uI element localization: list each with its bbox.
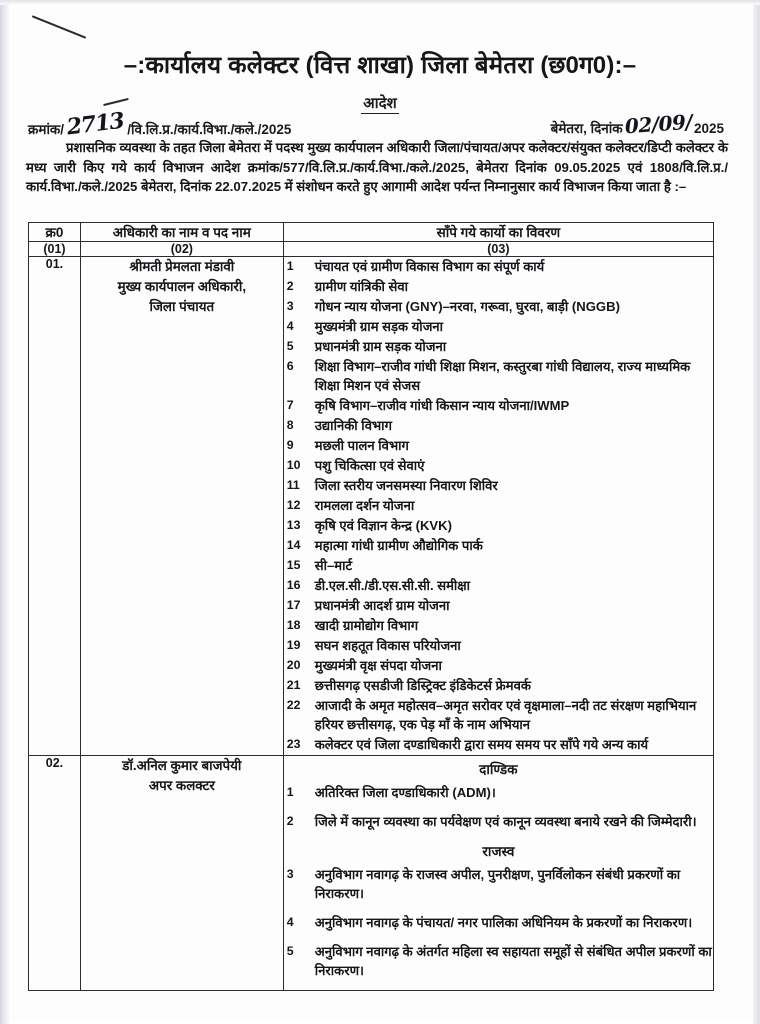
task-text: गोधन न्याय योजना (GNY)–नरवा, गरूवा, घुरवा, बाड़ी (NGGB) (314, 299, 620, 314)
task-text: अतिरिक्त जिला दण्डाधिकारी (ADM)। (314, 785, 496, 800)
date-year: 2025 (693, 121, 724, 136)
task-index: 1 (286, 785, 294, 799)
task-list-item (284, 357, 713, 395)
task-index: 8 (286, 418, 294, 432)
table-body (29, 257, 714, 991)
order-label-text: आदेश (363, 95, 397, 112)
task-text: कलेक्टर एवं जिला दण्डाधिकारी द्वारा समय समय पर साँपे गये अन्य कार्य (314, 737, 649, 752)
task-text: सी–मार्ट (314, 558, 353, 573)
place-date-prefix: बेमेतरा, दिनांक (550, 121, 623, 136)
table-column-number-row (29, 242, 714, 257)
table-header-tasks: साँपे गये कार्यो का विवरण (283, 223, 713, 242)
task-text: डी.एल.सी./डी.एस.सी.सी. समीक्षा (314, 578, 471, 593)
task-text: सघन शहतूत विकास परियोजना (314, 638, 461, 653)
task-list-item (284, 783, 713, 802)
task-list-item (284, 676, 713, 695)
scan-edge-right (753, 0, 760, 1024)
task-list-item (284, 496, 713, 515)
task-list-item (284, 596, 713, 615)
task-list-item (284, 257, 713, 276)
task-list-item (284, 516, 713, 535)
task-list-item (284, 576, 713, 595)
task-list-item (284, 556, 713, 575)
task-index: 2 (286, 279, 294, 293)
task-list-item (284, 812, 713, 831)
officer-line: जिला पंचायत (149, 299, 215, 314)
task-list-item (284, 297, 713, 316)
work-allocation-table (28, 222, 714, 991)
task-group-subheading: राजस्व (482, 844, 515, 859)
table-row (29, 257, 714, 756)
officer-name-and-designation (80, 257, 283, 756)
table-header-officer: अधिकारी का नाम व पद नाम (80, 223, 283, 242)
task-list-item (284, 337, 713, 356)
place-date-block (550, 109, 724, 139)
task-text: प्रधानमंत्री आदर्श ग्राम योजना (314, 598, 450, 613)
task-index: 4 (286, 319, 294, 333)
column-number-02: (02) (80, 242, 283, 257)
task-text: जिला स्तरीय जनसमस्या निवारण शिविर (314, 478, 498, 493)
task-list-item (284, 735, 713, 754)
task-index: 11 (286, 478, 300, 492)
task-list (284, 865, 713, 980)
task-list-item (284, 396, 713, 415)
task-list (284, 257, 713, 754)
task-list-item (284, 277, 713, 296)
task-list-item (284, 456, 713, 475)
office-heading: –:कार्यालय कलेक्टर (वित्त शाखा) जिला बेमेतरा (छ0ग0):– (123, 52, 637, 79)
task-text: अनुविभाग नवागढ़ के पंचायत/ नगर पालिका अधिनियम के प्रकरणों का निराकरण। (314, 915, 693, 930)
task-index: 1 (286, 259, 294, 273)
task-text: मुख्यमंत्री ग्राम सड़क योजना (314, 319, 444, 334)
officer-line: अपर कलक्टर (148, 778, 215, 793)
task-index: 14 (286, 538, 301, 552)
task-list-item (284, 536, 713, 555)
task-index: 22 (286, 698, 301, 712)
officer-line: श्रीमती प्रेमलता मंडावी (129, 259, 235, 274)
task-index: 5 (286, 339, 294, 353)
task-index: 3 (286, 867, 294, 881)
task-list-item (284, 865, 713, 903)
task-text: अनुविभाग नवागढ़ के अंतर्गत महिला स्व सहायता समूहों से संबंधित अपील प्रकरणों का निराकरण। (314, 944, 712, 978)
task-text: ग्रामीण यांत्रिकी सेवा (314, 279, 409, 294)
memo-prefix: क्रमांक/ (28, 122, 65, 137)
column-number-03: (03) (283, 242, 713, 257)
task-index: 7 (286, 398, 294, 412)
table-header-row (29, 223, 714, 242)
task-list-item (284, 696, 713, 734)
task-index: 13 (286, 518, 301, 532)
task-text: प्रधानमंत्री ग्राम सड़क योजना (314, 339, 447, 354)
task-index: 9 (286, 438, 294, 452)
memo-suffix: /वि.लि.प्र./कार्य.विभा./कले./2025 (127, 122, 292, 137)
officer-name-and-designation (80, 756, 283, 991)
intro-paragraph-text: प्रशासनिक व्यवस्था के तहत जिला बेमेतरा में पदस्थ मुख्य कार्यपालन अधिकारी जिला/पंचायत/अपर कलेक्टर/संयुक्त कलेक्टर/डिप्टी कलेक्टर के मध्य जारी किए गये कार्य विभाजन आदेश क्रमांक/577/वि.लि.प्र./कार्य.विभा./कले./2025, बेमेतरा दिनांक 09.05.2025 एवं 1808/वि.लि.प्र./कार्य.विभा./कले./2025 बेमेतरा, दिनांक 22.07.2025 में संशोधन करते हुए आगामी आदेश पर्यन्त निम्नानुसार कार्य विभाजन किया जाता है :– (26, 140, 728, 194)
officer-line: डॉ.अनिल कुमार बाजपेयी (122, 758, 242, 773)
task-text: छत्तीसगढ़ एसडीजी डिस्ट्रिक्ट इंडिकेटर्स फ्रेमवर्क (314, 678, 531, 693)
task-index: 12 (286, 498, 301, 512)
assigned-tasks-cell (283, 257, 713, 756)
task-text: शिक्षा विभाग–राजीव गांधी शिक्षा मिशन, कस्तुरबा गांधी विद्यालय, राज्य माध्यमिक शिक्षा मिशन एवं सेजस (314, 359, 691, 393)
task-index: 21 (286, 678, 301, 692)
task-text: कृषि एवं विज्ञान केन्द्र (KVK) (314, 518, 452, 533)
officer-line: मुख्य कार्यपालन अधिकारी, (117, 279, 247, 294)
date-handwritten: 02/09/ (623, 109, 693, 139)
task-list-item (284, 317, 713, 336)
task-index: 18 (286, 618, 301, 632)
intro-paragraph (26, 138, 728, 197)
task-text: मुख्यमंत्री वृक्ष संपदा योजना (314, 658, 442, 673)
table-header-serial: क्र0 (29, 223, 81, 242)
task-text: खादी ग्रामोद्योग विभाग (314, 618, 419, 633)
memo-meta-row (28, 107, 724, 141)
memo-handwritten-number: 2713 (65, 107, 126, 141)
task-index: 6 (286, 359, 294, 373)
memo-number-block (28, 107, 292, 141)
task-text: जिले में कानून व्यवस्था का पर्यवेक्षण एवं कानून व्यवस्था बनाये रखने की जिम्मेदारी। (314, 814, 697, 829)
task-list-item (284, 636, 713, 655)
task-list (284, 783, 713, 831)
task-index: 20 (286, 658, 301, 672)
task-list-item (284, 656, 713, 675)
task-text: पंचायत एवं ग्रामीण विकास विभाग का संपूर्ण कार्य (314, 259, 545, 274)
task-index: 5 (286, 944, 294, 958)
assigned-tasks-cell (283, 756, 713, 991)
task-text: पशु चिकित्सा एवं सेवाएं (314, 458, 425, 473)
task-list-item (284, 913, 713, 932)
task-text: कृषि विभाग–राजीव गांधी किसान न्याय योजना/IWMP (314, 398, 570, 413)
task-index: 23 (286, 737, 301, 751)
task-index: 19 (286, 638, 301, 652)
task-index: 10 (286, 458, 301, 472)
task-text: रामलला दर्शन योजना (314, 498, 415, 513)
task-list-item (284, 476, 713, 495)
task-index: 4 (286, 915, 294, 929)
task-index: 15 (286, 558, 301, 572)
task-list-item (284, 416, 713, 435)
task-index: 17 (286, 598, 301, 612)
task-group-subheading: दाण्डिक (479, 762, 518, 777)
task-text: महात्मा गांधी ग्रामीण औद्योगिक पार्क (314, 538, 483, 553)
table-row (29, 756, 714, 991)
row-serial: 01. (29, 257, 81, 756)
column-number-01: (01) (29, 242, 81, 257)
task-list-item (284, 942, 713, 980)
task-index: 2 (286, 814, 294, 828)
task-index: 3 (286, 299, 294, 313)
task-text: उद्यानिकी विभाग (314, 418, 392, 433)
row-serial: 02. (29, 756, 81, 991)
task-text: अनुविभाग नवागढ़ के राजस्व अपील, पुनरीक्षण, पुनर्विलोकन संबंधी प्रकरणों का निराकरण। (314, 867, 681, 901)
task-text: मछली पालन विभाग (314, 438, 409, 453)
task-text: आजादी के अमृत महोत्सव–अमृत सरोवर एवं वृक्षमाला–नदी तट संरक्षण महाभियान हरियर छत्तीसगढ़, एक पेड़ माँ के नाम अभियान (314, 698, 697, 732)
task-list-item (284, 616, 713, 635)
task-list-item (284, 436, 713, 455)
task-index: 16 (286, 578, 301, 592)
scan-edge-left (0, 0, 9, 1024)
